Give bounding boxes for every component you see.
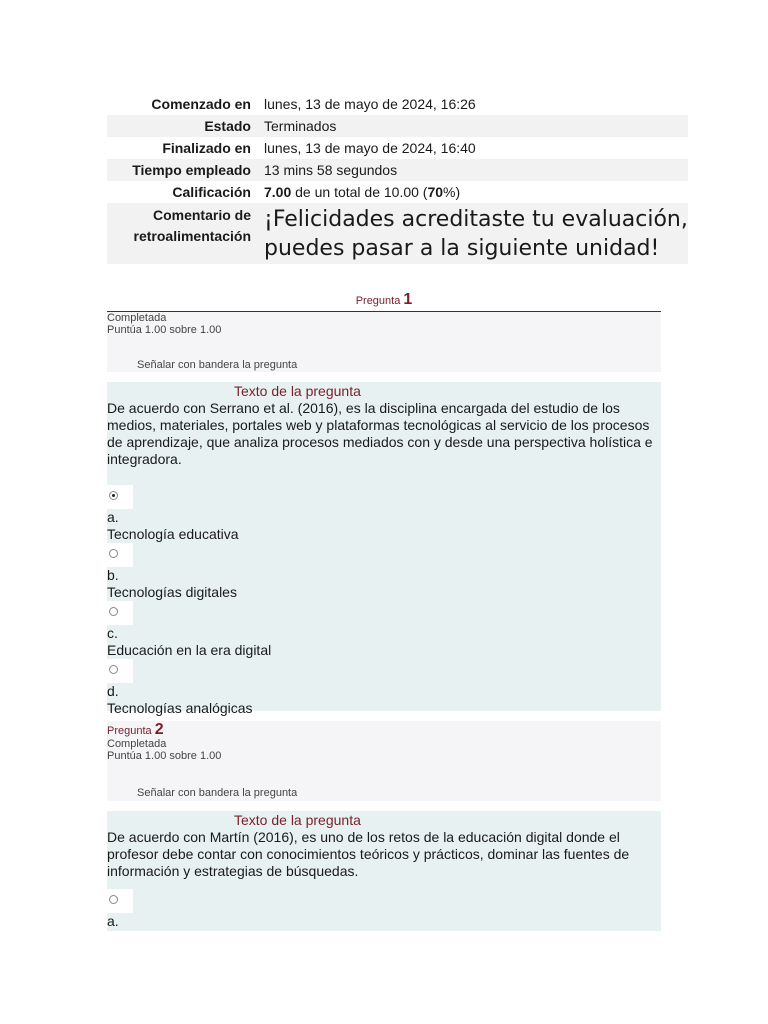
question-1-number: 1 bbox=[403, 291, 413, 308]
radio-box[interactable] bbox=[107, 485, 133, 509]
grade-mid: de un total de 10.00 ( bbox=[291, 184, 428, 200]
option-text: Tecnologías digitales bbox=[107, 584, 237, 600]
started-value: lunes, 13 de mayo de 2024, 16:26 bbox=[264, 96, 476, 112]
q1-option-1[interactable] bbox=[107, 485, 661, 543]
question-1-score: Puntúa 1.00 sobre 1.00 bbox=[107, 324, 222, 336]
finished-value: lunes, 13 de mayo de 2024, 16:40 bbox=[264, 140, 476, 156]
feedback-label-line2: retroalimentación bbox=[133, 228, 251, 244]
grade-score: 7.00 bbox=[264, 184, 292, 200]
option-text: Tecnología educativa bbox=[107, 526, 239, 542]
question-2-text: De acuerdo con Martín (2016), es uno de los retos de la educación digital donde el profesor debe contar con conocimientos teóricos y prácticos, dominar las fuentes de información y estrategias de búsquedas. bbox=[107, 829, 630, 879]
question-2-info bbox=[107, 721, 661, 801]
grade-label: Calificación bbox=[172, 184, 251, 200]
summary-row-started bbox=[107, 93, 688, 115]
question-2-score: Puntúa 1.00 sobre 1.00 bbox=[107, 750, 222, 762]
radio-unchecked-icon[interactable] bbox=[109, 665, 118, 674]
option-letter: c. bbox=[107, 625, 118, 641]
question-2-prefix: Pregunta bbox=[107, 725, 152, 737]
option-letter: a. bbox=[107, 913, 119, 929]
grade-end: %) bbox=[443, 184, 461, 200]
option-letter: a. bbox=[107, 509, 119, 525]
radio-box[interactable] bbox=[107, 543, 133, 567]
question-2-flag-link[interactable]: Señalar con bandera la pregunta bbox=[137, 787, 298, 799]
radio-box[interactable] bbox=[107, 889, 133, 913]
feedback-label bbox=[107, 203, 258, 264]
grade-value bbox=[258, 181, 688, 203]
q1-option-3[interactable] bbox=[107, 601, 661, 659]
time-value: 13 mins 58 segundos bbox=[258, 159, 688, 181]
question-1-status: Completada bbox=[107, 312, 167, 324]
question-2-header bbox=[107, 723, 661, 738]
question-2-status: Completada bbox=[107, 738, 167, 750]
radio-unchecked-icon[interactable] bbox=[109, 549, 118, 558]
question-1-prefix: Pregunta bbox=[355, 295, 401, 307]
option-letter: b. bbox=[107, 567, 119, 583]
summary-row-feedback bbox=[107, 203, 688, 264]
radio-box[interactable] bbox=[107, 601, 133, 625]
question-1-flag-link[interactable]: Señalar con bandera la pregunta bbox=[137, 359, 298, 371]
feedback-label-line1: Comentario de bbox=[152, 207, 251, 223]
question-1-header bbox=[107, 291, 661, 312]
question-1-options bbox=[107, 485, 661, 717]
q1-option-4[interactable] bbox=[107, 659, 661, 717]
question-2-content bbox=[107, 811, 661, 931]
q2-option-1[interactable] bbox=[107, 889, 661, 930]
state-label: Estado bbox=[107, 115, 258, 137]
question-1-info bbox=[107, 312, 661, 372]
grade-percent: 70 bbox=[427, 184, 444, 200]
summary-row-grade bbox=[107, 181, 688, 203]
question-2-title: Texto de la pregunta bbox=[234, 812, 361, 828]
question-1-title: Texto de la pregunta bbox=[234, 383, 361, 399]
radio-unchecked-icon[interactable] bbox=[109, 895, 118, 904]
summary-row-time bbox=[107, 159, 688, 181]
question-2-options bbox=[107, 889, 661, 930]
option-text: Tecnologías analógicas bbox=[107, 700, 253, 716]
attempt-summary-table bbox=[107, 93, 688, 264]
started-label: Comenzado en bbox=[151, 96, 251, 112]
radio-box[interactable] bbox=[107, 659, 133, 683]
option-text: Educación en la era digital bbox=[107, 642, 272, 658]
option-letter: d. bbox=[107, 683, 119, 699]
radio-unchecked-icon[interactable] bbox=[109, 607, 118, 616]
summary-row-finished bbox=[107, 137, 688, 159]
state-value: Terminados bbox=[258, 115, 688, 137]
question-2-number: 2 bbox=[154, 721, 164, 738]
summary-row-state bbox=[107, 115, 688, 137]
question-1-text: De acuerdo con Serrano et al. (2016), es la disciplina encargada del estudio de los medios, materiales, portales web y plataformas tecnológicas al servicio de los procesos de aprendizaje, que analiza procesos mediados con y desde una perspectiva holística e integradora. bbox=[107, 400, 653, 467]
time-label: Tiempo empleado bbox=[107, 159, 258, 181]
question-1-content bbox=[107, 382, 661, 716]
q1-option-2[interactable] bbox=[107, 543, 661, 601]
radio-checked-icon[interactable] bbox=[109, 491, 118, 500]
feedback-value: ¡Felicidades acreditaste tu evaluación, puedes pasar a la siguiente unidad! bbox=[258, 203, 688, 264]
finished-label: Finalizado en bbox=[162, 140, 251, 156]
